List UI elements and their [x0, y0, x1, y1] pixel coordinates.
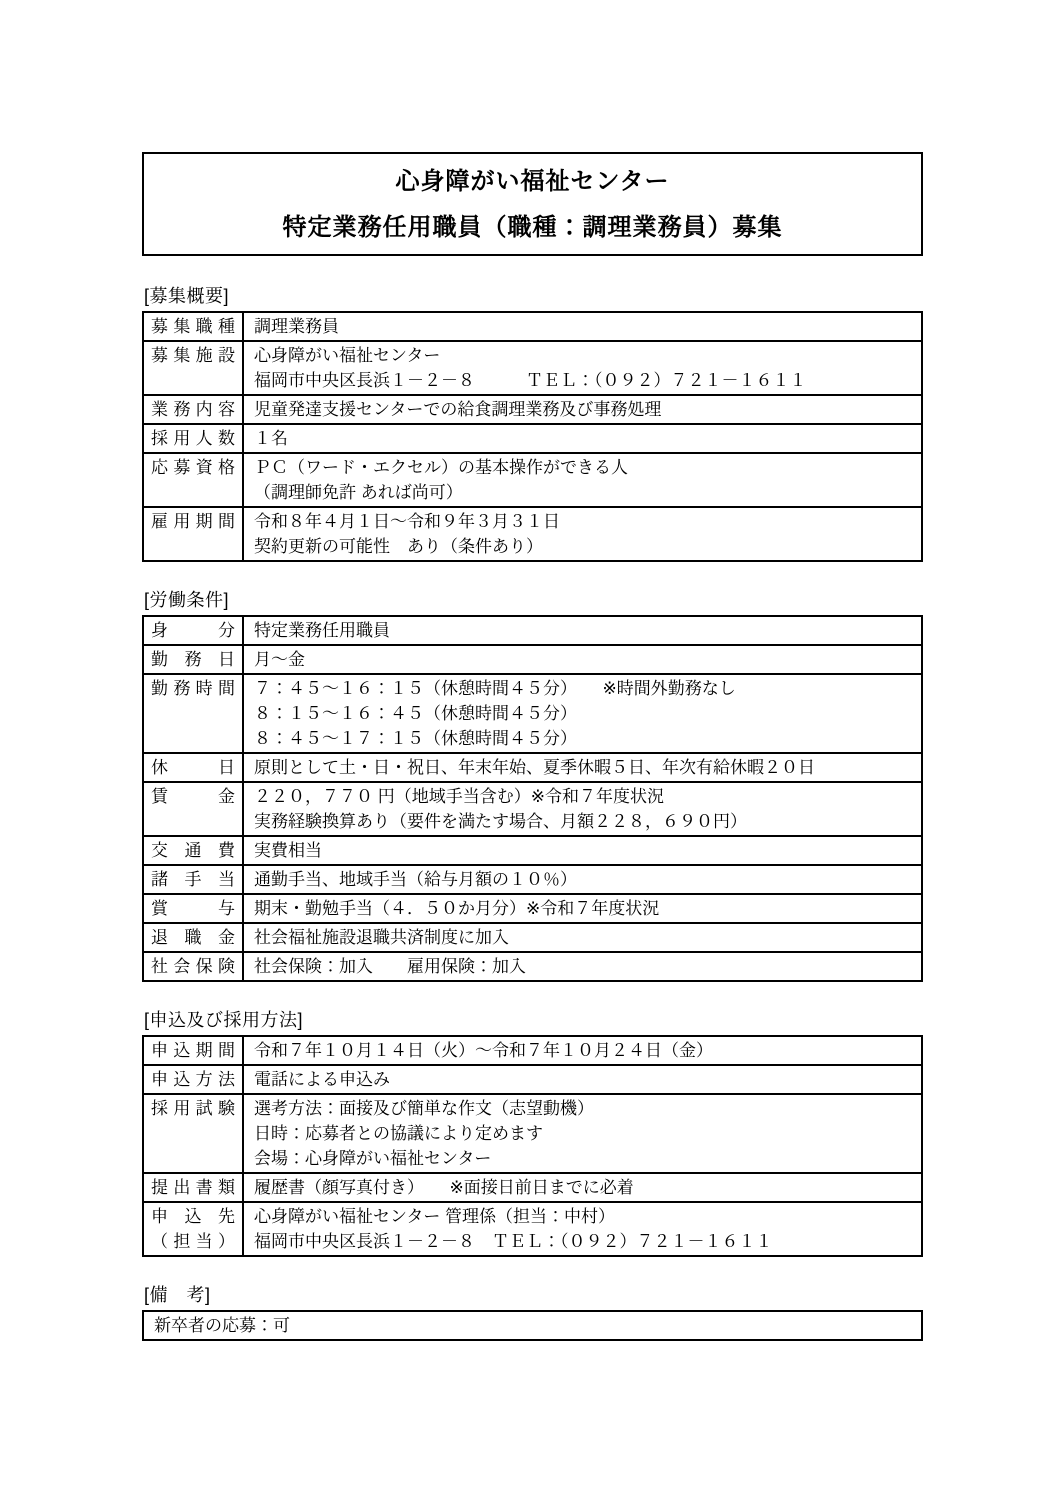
application-method-table	[142, 1035, 923, 1257]
row-value	[243, 645, 922, 674]
row-value	[243, 424, 922, 453]
row-value	[143, 1311, 922, 1340]
label-text: 身 分	[151, 621, 235, 640]
row-value	[243, 395, 922, 424]
value-line: 電話による申込み	[254, 1070, 390, 1089]
table-row	[143, 312, 922, 341]
row-value	[243, 1173, 922, 1202]
value-line: 調理業務員	[254, 317, 339, 336]
label-text: 休 日	[151, 758, 235, 777]
value-line: 実務経験換算あり（要件を満たす場合、月額２２８，６９０円）	[254, 812, 747, 831]
row-value	[243, 1094, 922, 1173]
table-row	[143, 952, 922, 981]
table-row	[143, 674, 922, 753]
row-label	[143, 395, 243, 424]
value-line: 社会保険：加入 雇用保険：加入	[254, 957, 526, 976]
label-text: 採用試験	[151, 1099, 235, 1118]
value-line: 心身障がい福祉センター 管理係（担当：中村）	[254, 1207, 616, 1226]
row-label	[143, 1065, 243, 1094]
value-line: 令和８年４月１日～令和９年３月３１日	[254, 512, 560, 531]
row-label	[143, 507, 243, 561]
table-row	[143, 507, 922, 561]
value-line: 日時：応募者との協議により定めます	[254, 1124, 543, 1143]
table-row	[143, 616, 922, 645]
working-conditions-table	[142, 615, 923, 982]
label-text: 交 通 費	[151, 841, 235, 860]
table-row	[143, 424, 922, 453]
document-title-line1: 心身障がい福祉センター	[395, 168, 670, 195]
table-row	[143, 1036, 922, 1065]
row-label	[143, 616, 243, 645]
table-row	[143, 395, 922, 424]
label-text: 諸 手 当	[151, 870, 235, 889]
label-text: 申 込 先	[151, 1207, 235, 1226]
row-value	[243, 865, 922, 894]
value-line: ＰＣ（ワード・エクセル）の基本操作ができる人	[254, 458, 628, 477]
value-line: 福岡市中央区長浜１－２－８ ＴＥＬ：（０９２）７２１－１６１１	[254, 1232, 773, 1251]
title-box	[142, 152, 923, 256]
table-row	[143, 453, 922, 507]
value-line: ８：４５～１７：１５（休憩時間４５分）	[254, 729, 577, 748]
row-label	[143, 674, 243, 753]
value-line: 児童発達支援センターでの給食調理業務及び事務処理	[254, 400, 662, 419]
value-line: 通勤手当、地域手当（給与月額の１０％）	[254, 870, 577, 889]
row-label	[143, 753, 243, 782]
value-line: 社会福祉施設退職共済制度に加入	[254, 928, 509, 947]
label-text: 提出書類	[151, 1178, 235, 1197]
table-row	[143, 923, 922, 952]
value-line: 心身障がい福祉センター	[254, 346, 441, 365]
row-label	[143, 865, 243, 894]
table-row	[143, 1094, 922, 1173]
row-label	[143, 312, 243, 341]
label-text: 業務内容	[151, 400, 235, 419]
value-line: 月～金	[254, 650, 305, 669]
row-label	[143, 923, 243, 952]
row-value	[243, 753, 922, 782]
table-row	[143, 753, 922, 782]
row-value	[243, 312, 922, 341]
label-text: 勤務時間	[151, 679, 235, 698]
table-row	[143, 341, 922, 395]
label-text-line2: （担当）	[151, 1232, 235, 1251]
row-label	[143, 952, 243, 981]
row-label	[143, 1173, 243, 1202]
row-label	[143, 645, 243, 674]
label-text: 募集職種	[151, 317, 235, 336]
row-value	[243, 952, 922, 981]
label-text: 募集施設	[151, 346, 235, 365]
row-value	[243, 341, 922, 395]
label-text: 申込期間	[151, 1041, 235, 1060]
document-page	[142, 0, 923, 1341]
section-heading-recruitment-overview: [募集概要]	[144, 286, 230, 306]
row-label	[143, 453, 243, 507]
value-line: ７：４５～１６：１５（休憩時間４５分） ※時間外勤務なし	[254, 679, 736, 698]
document-title-line2: 特定業務任用職員（職種：調理業務員）募集	[282, 214, 783, 241]
row-value	[243, 894, 922, 923]
value-line: （調理師免許 あれば尚可）	[254, 483, 463, 502]
value-line: 履歴書（顔写真付き） ※面接日前日までに必着	[254, 1178, 634, 1197]
table-row	[143, 1202, 922, 1256]
table-row	[143, 1065, 922, 1094]
row-value	[243, 616, 922, 645]
section-heading-application-method: [申込及び採用方法]	[144, 1010, 304, 1030]
label-text: 退 職 金	[151, 928, 235, 947]
value-line: ８：１５～１６：４５（休憩時間４５分）	[254, 704, 577, 723]
row-label	[143, 341, 243, 395]
value-line: 新卒者の応募：可	[154, 1316, 290, 1335]
label-text: 賞 与	[151, 899, 235, 918]
row-label	[143, 1036, 243, 1065]
value-line: １名	[254, 429, 288, 448]
value-line: 福岡市中央区長浜１－２－８ ＴＥＬ：（０９２）７２１－１６１１	[254, 371, 807, 390]
value-line: ２２０，７７０ 円（地域手当含む）※令和７年度状況	[254, 787, 664, 806]
label-text: 申込方法	[151, 1070, 235, 1089]
remarks-table	[142, 1310, 923, 1341]
table-row	[143, 894, 922, 923]
row-label	[143, 1202, 243, 1256]
row-value	[243, 1065, 922, 1094]
value-line: 契約更新の可能性 あり（条件あり）	[254, 537, 543, 556]
section-heading-remarks: [備 考]	[144, 1285, 211, 1305]
table-row	[143, 782, 922, 836]
row-value	[243, 1036, 922, 1065]
label-text: 応募資格	[151, 458, 235, 477]
row-label	[143, 424, 243, 453]
value-line: 選考方法：面接及び簡単な作文（志望動機）	[254, 1099, 594, 1118]
row-value	[243, 782, 922, 836]
row-value	[243, 507, 922, 561]
row-value	[243, 1202, 922, 1256]
table-row	[143, 865, 922, 894]
value-line: 原則として土・日・祝日、年末年始、夏季休暇５日、年次有給休暇２０日	[254, 758, 815, 777]
table-row	[143, 1311, 922, 1340]
row-value	[243, 836, 922, 865]
label-text: 勤 務 日	[151, 650, 235, 669]
value-line: 令和７年１０月１４日（火）～令和７年１０月２４日（金）	[254, 1041, 713, 1060]
row-label	[143, 894, 243, 923]
row-value	[243, 674, 922, 753]
table-row	[143, 1173, 922, 1202]
row-label	[143, 836, 243, 865]
row-value	[243, 923, 922, 952]
label-text: 雇用期間	[151, 512, 235, 531]
label-text: 賃 金	[151, 787, 235, 806]
recruitment-overview-table	[142, 311, 923, 562]
value-line: 期末・勤勉手当（４．５０か月分）※令和７年度状況	[254, 899, 660, 918]
table-row	[143, 836, 922, 865]
row-value	[243, 453, 922, 507]
value-line: 会場：心身障がい福祉センター	[254, 1149, 492, 1168]
value-line: 特定業務任用職員	[254, 621, 390, 640]
value-line: 実費相当	[254, 841, 322, 860]
section-heading-working-conditions: [労働条件]	[144, 590, 230, 610]
table-row	[143, 645, 922, 674]
row-label	[143, 782, 243, 836]
row-label	[143, 1094, 243, 1173]
label-text: 採用人数	[151, 429, 235, 448]
label-text: 社会保険	[151, 957, 235, 976]
